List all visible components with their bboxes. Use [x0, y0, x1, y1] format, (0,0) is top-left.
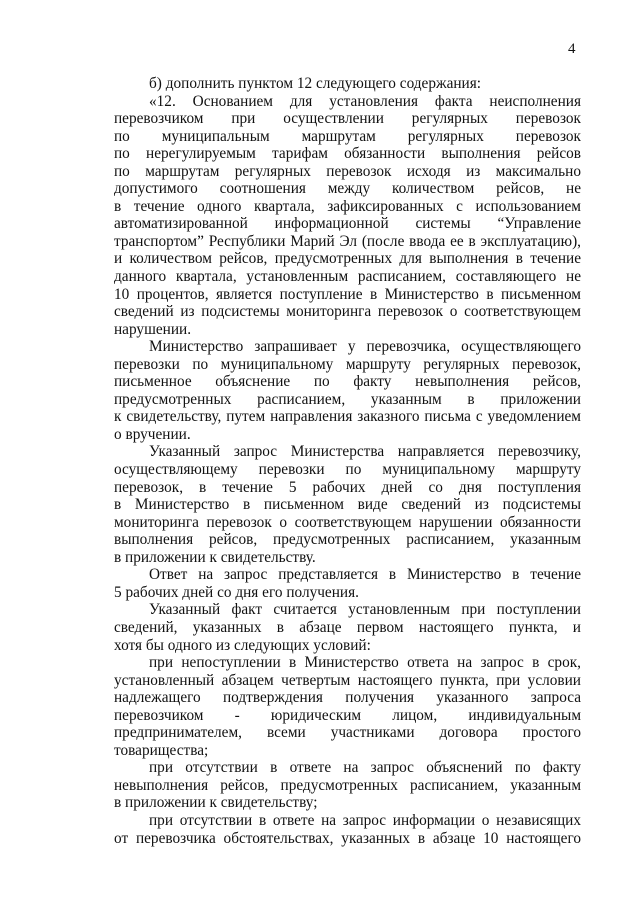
- text-line: по маршрутам регулярных перевозок исходя из максимально: [114, 162, 581, 180]
- text-line: в приложении к свидетельству.: [114, 548, 316, 566]
- text-line: письменное объяснение по факту невыполнения рейсов,: [114, 373, 581, 391]
- text-line: от перевозчика обстоятельствах, указанных в абзаце 10 настоящего: [114, 829, 581, 847]
- text-line: выполнения рейсов, предусмотренных расписанием, указанным: [114, 531, 581, 549]
- text-line: в приложении к свидетельству;: [114, 794, 318, 812]
- text-line: сведений, указанных в абзаце первом настоящего пункта, и: [114, 618, 581, 636]
- text-line: осуществляющему перевозки по муниципальному маршруту: [114, 461, 581, 479]
- text-line: о вручении.: [114, 425, 191, 443]
- text-line: перевозчиком - юридическим лицом, индивидуальным: [114, 706, 581, 724]
- text-line: 10 процентов, является поступление в Министерство в письменном: [114, 285, 581, 303]
- text-line: перевозчиком при осуществлении регулярных перевозок: [114, 110, 581, 128]
- text-line: при отсутствии в ответе на запрос объяснений по факту: [149, 759, 581, 777]
- text-line: данного квартала, установленным расписанием, составляющего не: [114, 268, 581, 286]
- text-line: б) дополнить пунктом 12 следующего содержания:: [149, 75, 482, 92]
- document-body: [114, 75, 581, 847]
- text-line: и количеством рейсов, предусмотренных для выполнения в течение: [114, 250, 581, 268]
- text-line: Министерство запрашивает у перевозчика, осуществляющего: [149, 338, 581, 356]
- text-line: Ответ на запрос представляется в Министерство в течение: [149, 566, 581, 584]
- text-line: надлежащего подтверждения получения указанного запроса: [114, 689, 581, 707]
- text-line: в Министерство в письменном виде сведений из подсистемы: [114, 496, 581, 514]
- text-line: перевозки по муниципальному маршруту регулярных перевозок,: [114, 355, 581, 373]
- text-line: по нерегулируемым тарифам обязанности выполнения рейсов: [114, 145, 581, 163]
- text-line: 5 рабочих дней со дня его получения.: [114, 583, 359, 601]
- text-line: мониторинга перевозок о соответствующем нарушении обязанности: [114, 513, 581, 531]
- text-line: предусмотренных расписанием, указанным в приложении: [114, 390, 581, 408]
- text-line: хотя бы одного из следующих условий:: [114, 636, 371, 654]
- text-line: допустимого соотношения между количеством рейсов, не: [114, 180, 581, 198]
- text-line: нарушении.: [114, 320, 192, 338]
- page-number: 4: [568, 41, 576, 57]
- text-line: транспортом” Республики Марий Эл (после ввода ее в эксплуатацию),: [114, 232, 581, 250]
- text-line: сведений из подсистемы мониторинга перевозок о соответствующем: [114, 303, 581, 321]
- text-line: при отсутствии в ответе на запрос информации о независящих: [149, 811, 581, 829]
- text-line: установленный абзацем четвертым настоящего пункта, при условии: [114, 671, 581, 689]
- text-line: Указанный запрос Министерства направляется перевозчику,: [149, 443, 581, 461]
- text-line: товарищества;: [114, 741, 209, 759]
- text-line: при непоступлении в Министерство ответа на запрос в срок,: [149, 654, 581, 672]
- text-line: в течение одного квартала, зафиксированных с использованием: [114, 197, 581, 215]
- text-line: автоматизированной информационной системы “Управление: [114, 215, 581, 233]
- text-line: к свидетельству, путем направления заказного письма с уведомлением: [114, 408, 581, 426]
- text-line: «12. Основанием для установления факта неисполнения: [149, 92, 581, 110]
- text-line: предпринимателем, всеми участниками договора простого: [114, 724, 581, 742]
- text-line: перевозок, в течение 5 рабочих дней со дня поступления: [114, 478, 581, 496]
- text-line: Указанный факт считается установленным при поступлении: [149, 601, 581, 619]
- text-line: невыполнения рейсов, предусмотренных расписанием, указанным: [114, 776, 581, 794]
- text-line: по муниципальным маршрутам регулярных перевозок: [114, 127, 581, 145]
